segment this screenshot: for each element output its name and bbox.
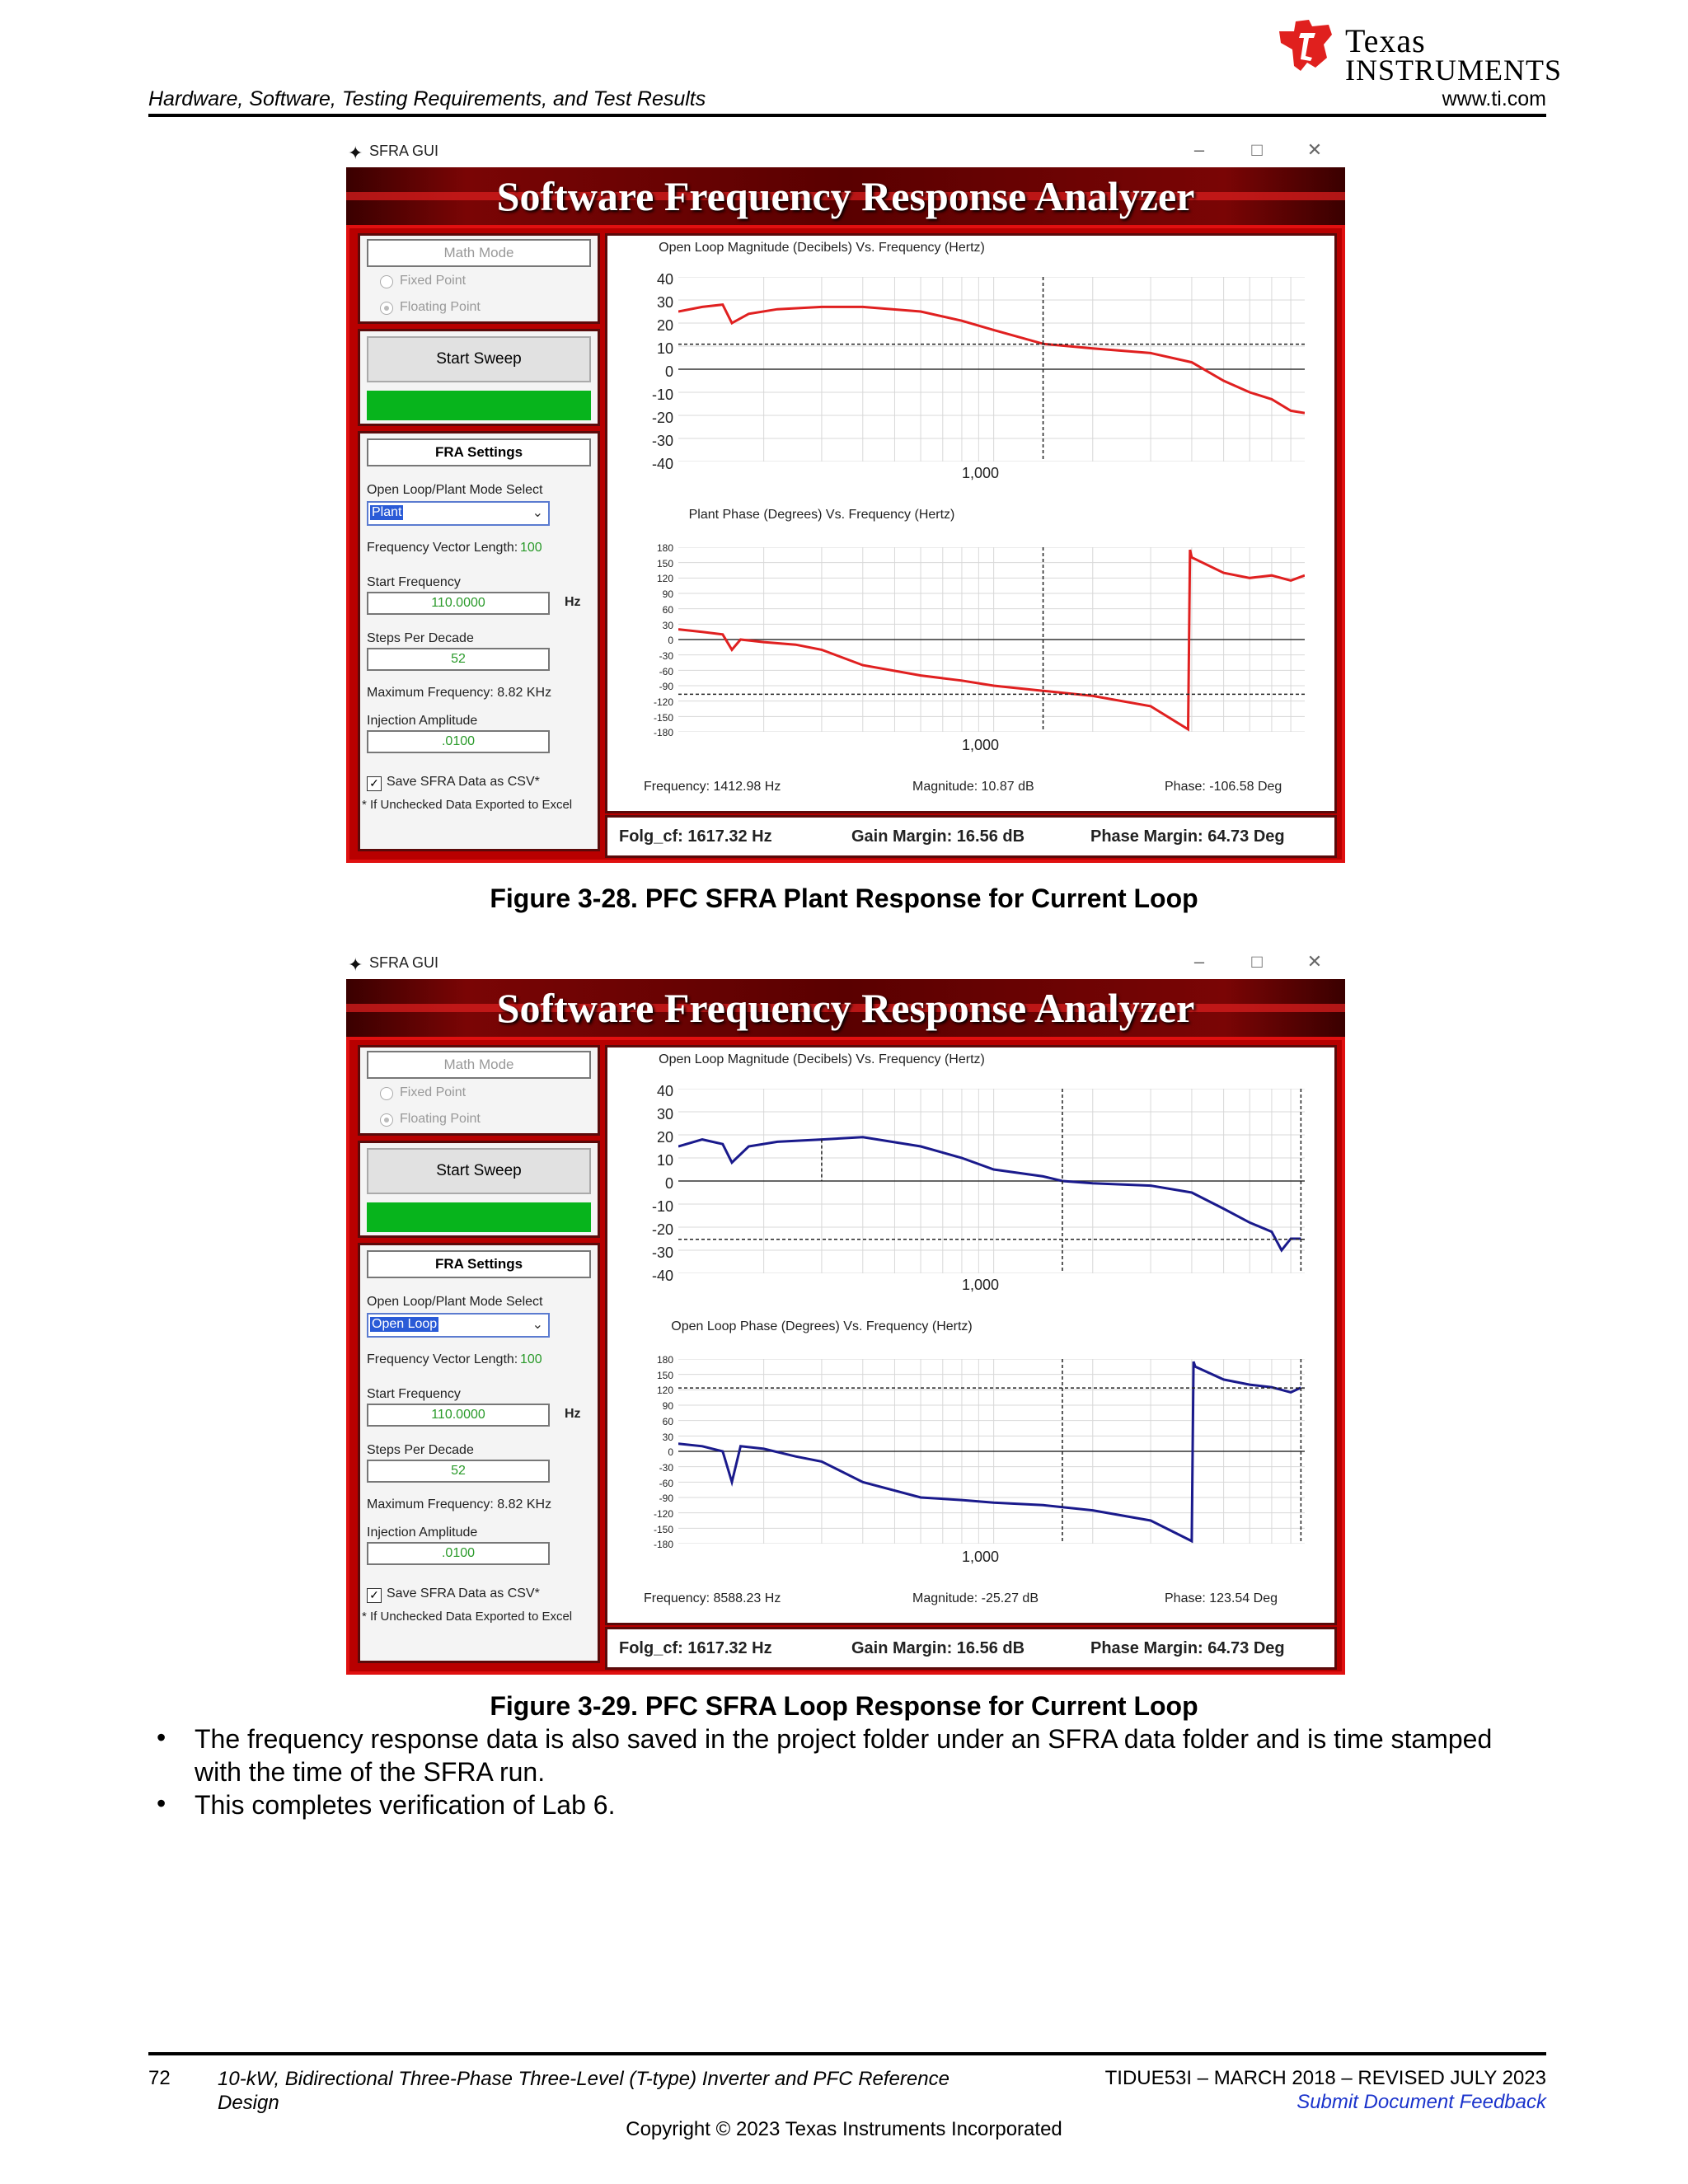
phase-tick-label: 30 (662, 619, 673, 631)
mag-tick-label: 30 (656, 294, 673, 311)
mag-tick-label: 10 (656, 1152, 673, 1169)
revision-info: TIDUE53I – MARCH 2018 – REVISED JULY 2023 (1104, 2067, 1546, 2089)
chevron-down-icon: ⌄ (532, 1318, 543, 1332)
mag-tick-label: -20 (651, 410, 673, 426)
floating-point-label: Floating Point (400, 1112, 481, 1126)
phase-chart-title: Open Loop Phase (Degrees) Vs. Frequency (Hertz) (671, 1319, 973, 1333)
series-line (678, 1137, 1301, 1250)
bullet-mark: • (157, 1788, 166, 1818)
mag-tick-label: 10 (656, 340, 673, 357)
phase-tick-label: -120 (653, 1508, 673, 1520)
minimize-icon[interactable]: – (1193, 951, 1205, 972)
mag-tick-label: 0 (664, 1175, 673, 1192)
phase-tick-label: -90 (659, 681, 673, 693)
sweep-panel (358, 329, 600, 426)
mode-select-value: Open Loop (372, 1317, 438, 1331)
figure-caption-3-29: Figure 3-29. PFC SFRA Loop Response for Current Loop (490, 1691, 1198, 1721)
phase-tick-label: -150 (653, 1523, 673, 1535)
unchecked-note: * If Unchecked Data Exported to Excel (362, 1610, 573, 1624)
folg-cf-value: Folg_cf: 1617.32 Hz (619, 827, 772, 846)
save-csv-checkbox[interactable]: ✓ (367, 1588, 382, 1603)
mag-tick-label: 20 (656, 317, 673, 334)
sfra-app-icon: ✦ (348, 143, 363, 163)
phase-plot (678, 547, 1305, 732)
max-freq-label: Maximum Frequency: 8.82 KHz (367, 1497, 552, 1511)
sweep-progress-bar (367, 1202, 591, 1232)
fixed-point-radio[interactable] (380, 275, 393, 288)
phase-tick-label: -120 (653, 696, 673, 708)
app-frame (346, 1037, 1345, 1675)
readout-frequency: Frequency: 1412.98 Hz (644, 780, 781, 794)
mag-tick-label: -30 (651, 1244, 673, 1261)
banner-title: Software Frequency Response Analyzer (496, 985, 1195, 1031)
start-freq-input[interactable]: 110.0000 (367, 1404, 550, 1427)
close-icon[interactable]: ✕ (1306, 951, 1323, 972)
mode-select-label: Open Loop/Plant Mode Select (367, 1295, 543, 1309)
phase-tick-label: 0 (668, 635, 673, 647)
inj-amp-input[interactable]: .0100 (367, 730, 550, 753)
figure-caption-3-28: Figure 3-28. PFC SFRA Plant Response for Current Loop (490, 883, 1198, 913)
maximize-icon[interactable]: □ (1251, 951, 1263, 972)
mag-tick-label: -40 (651, 1268, 673, 1284)
phase-tick-label: -30 (659, 649, 673, 662)
phase-tick-label: 30 (662, 1431, 673, 1443)
steps-input[interactable]: 52 (367, 1460, 550, 1483)
phase-plot (678, 1359, 1305, 1544)
ti-logo-icon (1276, 16, 1339, 74)
fra-settings-panel (358, 1243, 600, 1663)
copyright: Copyright © 2023 Texas Instruments Incorporated (626, 2118, 1062, 2140)
mag-plot (678, 277, 1305, 462)
phase-margin-value: Phase Margin: 64.73 Deg (1090, 1639, 1285, 1657)
steps-input[interactable]: 52 (367, 648, 550, 671)
hz-unit-label: Hz (565, 1407, 581, 1421)
title-bar (346, 136, 1345, 167)
start-sweep-button[interactable]: Start Sweep (367, 336, 591, 382)
inj-amp-input[interactable]: .0100 (367, 1542, 550, 1565)
mag-tick-label: 40 (656, 1083, 673, 1099)
hz-unit-label: Hz (565, 595, 581, 609)
mode-select-value: Plant (372, 505, 402, 519)
freq-vector-value: 100 (520, 541, 542, 555)
mag-tick-label: 0 (664, 363, 673, 380)
phase-tick-label: 90 (662, 588, 673, 601)
mag-tick-label: 20 (656, 1129, 673, 1146)
floating-point-label: Floating Point (400, 300, 481, 314)
mag-tick-label: 30 (656, 1106, 673, 1122)
chart-panel (605, 1045, 1337, 1625)
steps-label: Steps Per Decade (367, 1443, 474, 1457)
window-title: SFRA GUI (369, 143, 439, 159)
window-title: SFRA GUI (369, 954, 439, 971)
readout-frequency: Frequency: 8588.23 Hz (644, 1591, 781, 1605)
mag-tick-label: 40 (656, 271, 673, 288)
document-title: 10-kW, Bidirectional Three-Phase Three-Level (T-type) Inverter and PFC Reference Design (218, 2068, 950, 2114)
readout-phase: Phase: -106.58 Deg (1165, 780, 1282, 794)
series-line (678, 305, 1305, 414)
mode-select-dropdown[interactable] (367, 1313, 550, 1338)
bullet-text-1: The frequency response data is also saved in the project folder under an SFRA data folder and is time stamped with the time of the SFRA run. (195, 1724, 1493, 1787)
chevron-down-icon: ⌄ (532, 506, 543, 520)
phase-tick-label: 120 (656, 1385, 673, 1397)
fra-settings-heading: FRA Settings (367, 1250, 591, 1278)
phase-tick-label: 180 (656, 1354, 673, 1366)
app-banner (346, 979, 1345, 1037)
phase-x-tick: 1,000 (962, 1549, 1000, 1565)
phase-tick-label: 60 (662, 1415, 673, 1427)
freq-vector-value: 100 (520, 1352, 542, 1366)
mag-tick-label: -10 (651, 387, 673, 403)
gain-margin-value: Gain Margin: 16.56 dB (851, 1639, 1025, 1657)
steps-label: Steps Per Decade (367, 631, 474, 645)
site-url[interactable]: www.ti.com (1442, 87, 1546, 110)
maximize-icon[interactable]: □ (1251, 139, 1263, 160)
phase-tick-label: -30 (659, 1461, 673, 1474)
freq-vector-label: Frequency Vector Length: (367, 541, 518, 555)
unchecked-note: * If Unchecked Data Exported to Excel (362, 798, 573, 812)
fixed-point-label: Fixed Point (400, 274, 467, 288)
math-mode-panel (358, 1045, 600, 1136)
mode-select-label: Open Loop/Plant Mode Select (367, 483, 543, 497)
section-title: Hardware, Software, Testing Requirements, and Test Results (148, 87, 706, 110)
save-csv-label: Save SFRA Data as CSV* (387, 775, 540, 789)
chart-panel (605, 233, 1337, 813)
mode-select-dropdown[interactable] (367, 501, 550, 526)
math-mode-panel (358, 233, 600, 324)
phase-tick-label: 150 (656, 1369, 673, 1381)
page-number: 72 (148, 2067, 171, 2089)
readout-magnitude: Magnitude: 10.87 dB (912, 780, 1034, 794)
app-frame (346, 225, 1345, 863)
start-freq-input[interactable]: 110.0000 (367, 592, 550, 615)
fixed-point-label: Fixed Point (400, 1085, 467, 1099)
floating-point-radio[interactable] (380, 1113, 393, 1127)
minimize-icon[interactable]: – (1193, 139, 1205, 160)
bullet-text-2: This completes verification of Lab 6. (195, 1790, 616, 1820)
sweep-progress-bar (367, 391, 591, 420)
phase-tick-label: 150 (656, 557, 673, 569)
phase-tick-label: -60 (659, 665, 673, 677)
close-icon[interactable]: ✕ (1306, 139, 1323, 160)
readout-phase: Phase: 123.54 Deg (1165, 1591, 1278, 1605)
bullet-mark: • (157, 1722, 166, 1752)
title-bar (346, 948, 1345, 979)
phase-margin-value: Phase Margin: 64.73 Deg (1090, 827, 1285, 846)
banner-title: Software Frequency Response Analyzer (496, 173, 1195, 219)
phase-x-tick: 1,000 (962, 737, 1000, 753)
mag-plot (678, 1089, 1305, 1273)
sweep-panel (358, 1141, 600, 1238)
math-mode-label: Math Mode (367, 1051, 591, 1079)
margin-panel (605, 1627, 1337, 1670)
max-freq-label: Maximum Frequency: 8.82 KHz (367, 686, 552, 700)
footer-rule (148, 2052, 1546, 2055)
save-csv-label: Save SFRA Data as CSV* (387, 1586, 540, 1601)
fra-settings-heading: FRA Settings (367, 438, 591, 466)
start-freq-label: Start Frequency (367, 575, 461, 589)
logo-text-instruments: INSTRUMENTS (1345, 54, 1563, 87)
gain-margin-value: Gain Margin: 16.56 dB (851, 827, 1025, 846)
inj-amp-label: Injection Amplitude (367, 714, 478, 728)
mag-chart-title: Open Loop Magnitude (Decibels) Vs. Frequency (Hertz) (659, 1052, 985, 1066)
folg-cf-value: Folg_cf: 1617.32 Hz (619, 1639, 772, 1657)
fra-settings-panel (358, 431, 600, 851)
inj-amp-label: Injection Amplitude (367, 1526, 478, 1540)
fixed-point-radio[interactable] (380, 1087, 393, 1100)
mag-x-tick: 1,000 (962, 1277, 1000, 1293)
mag-tick-label: -30 (651, 433, 673, 449)
freq-vector-label: Frequency Vector Length: (367, 1352, 518, 1366)
mag-tick-label: -20 (651, 1221, 673, 1238)
sfra-window-loop (346, 948, 1345, 1675)
phase-tick-label: 0 (668, 1446, 673, 1459)
start-freq-label: Start Frequency (367, 1387, 461, 1401)
math-mode-label: Math Mode (367, 239, 591, 267)
app-banner (346, 167, 1345, 225)
mag-tick-label: -40 (651, 456, 673, 472)
phase-tick-label: -150 (653, 711, 673, 724)
margin-panel (605, 815, 1337, 858)
submit-feedback-link[interactable]: Submit Document Feedback (1296, 2091, 1546, 2113)
header-rule (148, 114, 1546, 117)
mag-x-tick: 1,000 (962, 465, 1000, 481)
phase-tick-label: -90 (659, 1493, 673, 1505)
sfra-window-plant (346, 136, 1345, 863)
start-sweep-button[interactable]: Start Sweep (367, 1148, 591, 1194)
sfra-app-icon: ✦ (348, 954, 363, 975)
phase-tick-label: 180 (656, 542, 673, 554)
save-csv-checkbox[interactable]: ✓ (367, 776, 382, 791)
floating-point-radio[interactable] (380, 302, 393, 315)
readout-magnitude: Magnitude: -25.27 dB (912, 1591, 1039, 1605)
phase-tick-label: 60 (662, 603, 673, 616)
phase-tick-label: -180 (653, 1539, 673, 1551)
phase-tick-label: -60 (659, 1477, 673, 1489)
mag-tick-label: -10 (651, 1198, 673, 1215)
phase-tick-label: 120 (656, 573, 673, 585)
phase-tick-label: -180 (653, 727, 673, 739)
mag-chart-title: Open Loop Magnitude (Decibels) Vs. Frequency (Hertz) (659, 241, 985, 255)
logo-text-texas: Texas (1345, 22, 1426, 59)
phase-chart-title: Plant Phase (Degrees) Vs. Frequency (Hertz) (688, 508, 955, 522)
phase-tick-label: 90 (662, 1400, 673, 1413)
